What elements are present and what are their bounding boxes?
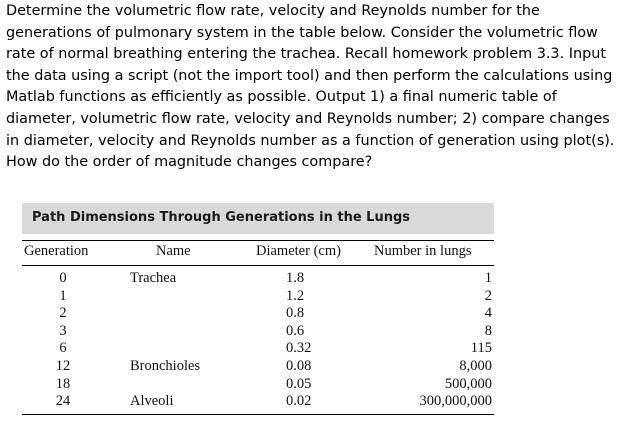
table-title: Path Dimensions Through Generations in the Lungs bbox=[22, 203, 494, 234]
cell-generation: 1 bbox=[59, 287, 67, 304]
table-bottom-rule bbox=[22, 414, 494, 415]
problem-line: rate of normal breathing entering the trachea. Recall homework problem 3.3. Input bbox=[6, 46, 606, 63]
cell-diameter: 0.32 bbox=[286, 340, 312, 357]
problem-line: in diameter, velocity and Reynolds number as a function of generation using plot(s). bbox=[6, 132, 615, 149]
problem-line: Determine the volumetric flow rate, velocity and Reynolds number for the bbox=[6, 3, 540, 19]
lung-dimensions-table bbox=[22, 203, 494, 415]
cell-generation: 2 bbox=[59, 305, 67, 322]
table-row bbox=[22, 288, 494, 306]
cell-name: Alveoli bbox=[130, 393, 174, 410]
cell-diameter: 1.2 bbox=[286, 287, 305, 304]
cell-number: 300,000,000 bbox=[419, 393, 492, 410]
header-number: Number in lungs bbox=[374, 243, 472, 259]
table-row bbox=[22, 393, 494, 411]
cell-diameter: 0.02 bbox=[286, 393, 312, 410]
cell-number: 8 bbox=[484, 322, 492, 339]
header-diameter: Diameter (cm) bbox=[256, 243, 341, 259]
header-name: Name bbox=[156, 243, 191, 259]
problem-line: Matlab functions as efficiently as possible. Output 1) a final numeric table of bbox=[6, 89, 557, 106]
cell-generation: 3 bbox=[59, 322, 67, 339]
problem-line: How do the order of magnitude changes compare? bbox=[6, 154, 373, 171]
cell-generation: 24 bbox=[55, 393, 71, 410]
header-generation: Generation bbox=[24, 243, 89, 259]
cell-number: 115 bbox=[470, 340, 492, 357]
cell-diameter: 0.08 bbox=[286, 357, 312, 374]
problem-line: diameter, volumetric flow rate, velocity and Reynolds number; 2) compare changes bbox=[6, 110, 610, 127]
cell-name: Bronchioles bbox=[130, 357, 201, 374]
cell-generation: 0 bbox=[59, 270, 67, 286]
table-header-row bbox=[22, 241, 494, 265]
cell-number: 1 bbox=[484, 270, 492, 286]
cell-diameter: 0.05 bbox=[286, 375, 312, 392]
cell-diameter: 1.8 bbox=[286, 270, 305, 286]
cell-generation: 12 bbox=[55, 357, 71, 374]
cell-number: 500,000 bbox=[444, 375, 492, 392]
table-row bbox=[22, 305, 494, 323]
cell-diameter: 0.6 bbox=[286, 322, 305, 339]
cell-number: 2 bbox=[484, 287, 492, 304]
table-row bbox=[22, 376, 494, 394]
table-row bbox=[22, 323, 494, 341]
table-row bbox=[22, 358, 494, 376]
cell-name: Trachea bbox=[130, 270, 177, 286]
cell-generation: 6 bbox=[59, 340, 67, 357]
cell-diameter: 0.8 bbox=[286, 305, 305, 322]
table-body bbox=[22, 266, 494, 411]
table-row bbox=[22, 340, 494, 358]
cell-number: 4 bbox=[484, 305, 492, 322]
table-row bbox=[22, 270, 494, 288]
problem-statement bbox=[6, 1, 632, 174]
problem-line: generations of pulmonary system in the table below. Consider the volumetric flow bbox=[6, 24, 598, 41]
cell-number: 8,000 bbox=[459, 357, 492, 374]
cell-generation: 18 bbox=[55, 375, 71, 392]
problem-line: the data using a script (not the import tool) and then perform the calculations using bbox=[6, 67, 613, 84]
